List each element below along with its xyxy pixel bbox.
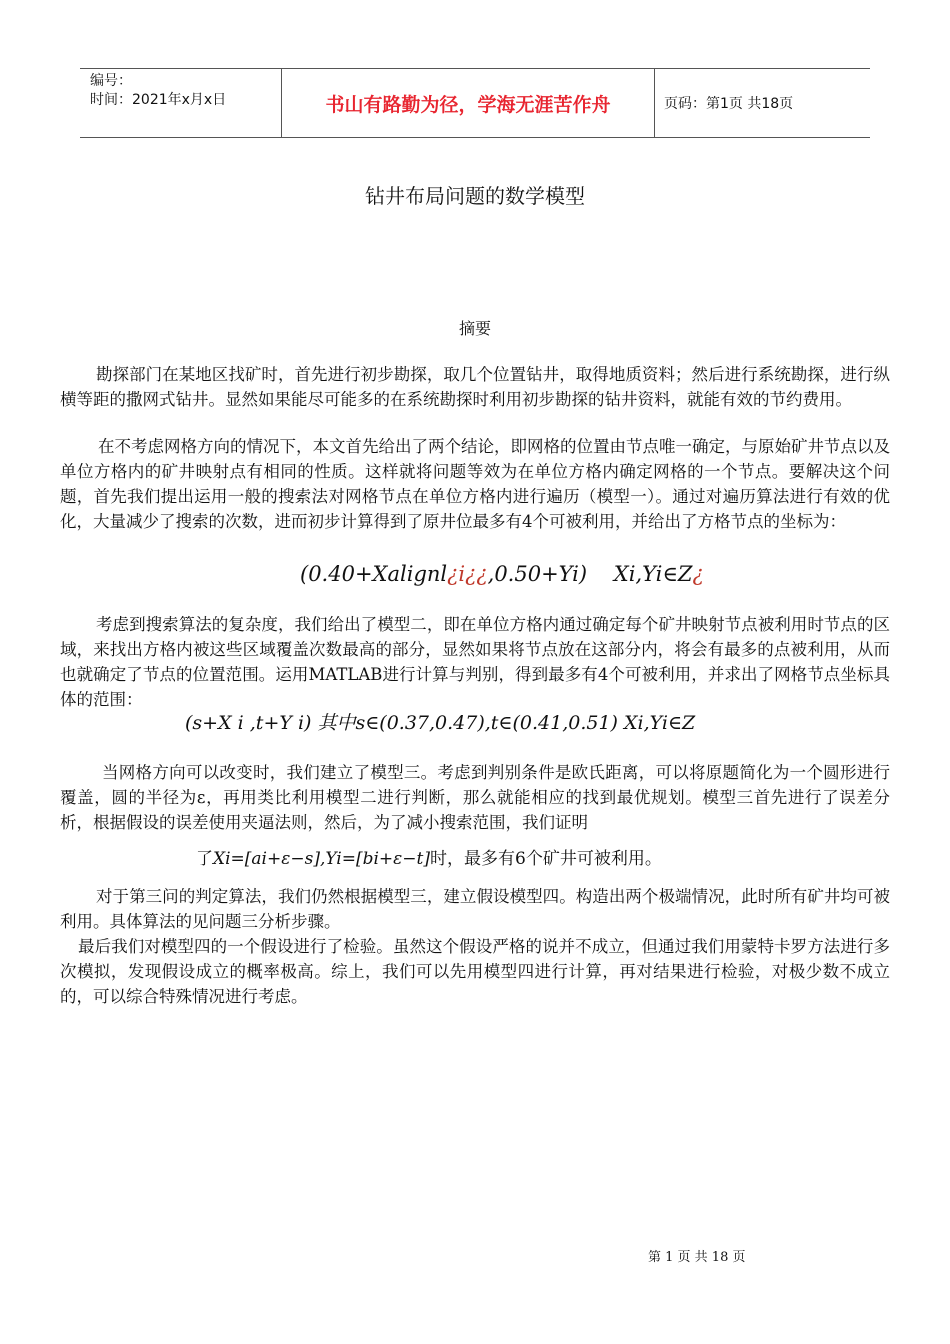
formula-1-tail: ,0.50+Yi) xyxy=(487,562,588,586)
abstract-heading: 摘要 xyxy=(458,319,491,338)
header-page-info: 页码：第1页 共18页 xyxy=(664,96,794,112)
abstract-paragraph-2: 在不考虑网格方向的情况下，本文首先给出了两个结论，即网格的位置由节点唯一确定，与原始矿井节点以及单位方格内的矿井映射点有相同的性质。这样就将问题等效为在单位方格内确定网格的一个节点。要解决这个问题，首先我们提出运用一般的搜索法对网格节点在单位方格内进行遍历（模型一）。通过对遍历算法进行有效的优化，大量减少了搜索的次数，进而初步计算得到了原井位最多有4个可被利用，并给出了方格节点的坐标为： xyxy=(60,437,890,531)
abstract-paragraph-3: 考虑到搜索算法的复杂度，我们给出了模型二，即在单位方格内通过确定每个矿井映射节点被利用时节点的区域，来找出方格内被这些区域覆盖次数最高的部分，显然如果将节点放在这部分内，将会有最多的点被利用，从而也就确定了节点的位置范围。运用MATLAB进行计算与判别，得到最多有4个可被利用，并求出了网格节点坐标具体的范围： xyxy=(60,615,890,709)
formula-model-three xyxy=(196,844,662,869)
formula-1-glyph: ¿i¿¿ xyxy=(447,562,488,586)
formula-3-suffix: 时，最多有6个矿井可被利用。 xyxy=(430,849,662,869)
formula-3-prefix: 了 xyxy=(196,849,213,869)
formula-1-main: (0.40+Xalignl xyxy=(300,562,448,586)
abstract-paragraph-4: 当网格方向可以改变时，我们建立了模型三。考虑到判别条件是欧氏距离，可以将原题简化为一个圆形进行覆盖，圆的半径为ε，再用类比利用模型二进行判断，那么就能相应的找到最优规划。模型三首先进行了误差分析，根据假设的误差使用夹逼法则，然后，为了减小搜索范围，我们证明 xyxy=(60,763,890,832)
abstract-paragraph-5: 对于第三问的判定算法，我们仍然根据模型三，建立假设模型四。构造出两个极端情况，此时所有矿井均可被利用。具体算法的见问题三分析步骤。 xyxy=(60,887,890,931)
header-table xyxy=(80,68,870,138)
formula-model-two: (s+X i ,t+Y i) 其中s∈(0.37,0.47),t∈(0.41,0.51) Xi,Yi∈Z xyxy=(185,712,696,734)
header-meta-cell xyxy=(80,69,282,137)
formula-1-condition: Xi,Yi∈Z xyxy=(613,562,693,586)
abstract-paragraph-1: 勘探部门在某地区找矿时，首先进行初步勘探，取几个位置钻井，取得地质资料；然后进行系统勘探，进行纵横等距的撒网式钻井。显然如果能尽可能多的在系统勘探时利用初步勘探的钻井资料，就能有效的节约费用。 xyxy=(60,365,890,409)
formula-model-one xyxy=(300,562,704,586)
formula-1-glyph-2: ¿ xyxy=(692,562,704,586)
formula-3-math: Xi=[ai+ε−s],Yi=[bi+ε−t] xyxy=(213,849,430,869)
document-title: 钻井布局问题的数学模型 xyxy=(365,184,585,208)
document-number-label: 编号： xyxy=(90,73,132,89)
document-time-label: 时间：2021年x月x日 xyxy=(90,92,227,108)
header-motto: 书山有路勤为径，学海无涯苦作舟 xyxy=(282,69,655,137)
page-footer: 第 1 页 共 18 页 xyxy=(648,1250,746,1265)
abstract-paragraph-6: 最后我们对模型四的一个假设进行了检验。虽然这个假设严格的说并不成立，但通过我们用蒙特卡罗方法进行多次模拟，发现假设成立的概率极高。综上，我们可以先用模型四进行计算，再对结果进行检验，对极少数不成立的，可以综合特殊情况进行考虑。 xyxy=(60,937,890,1006)
